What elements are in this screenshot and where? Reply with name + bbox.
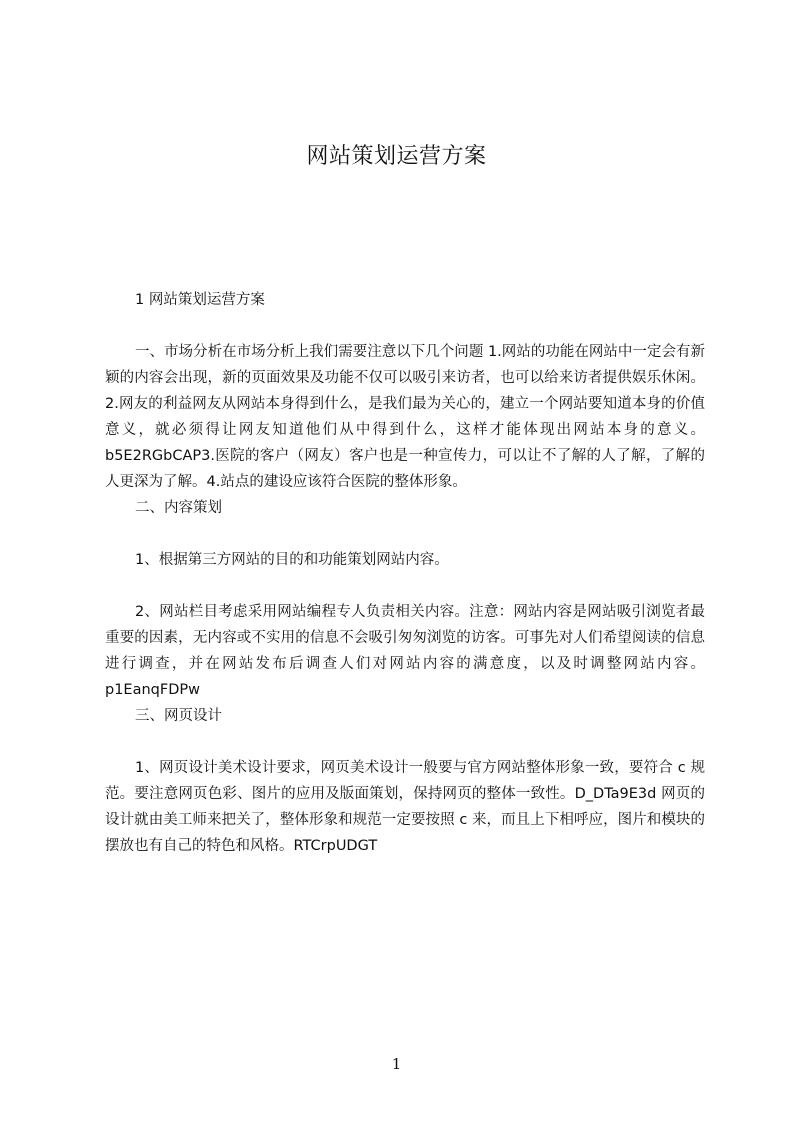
heading-content-planning: 二、内容策划: [135, 500, 222, 516]
document-title: 网站策划运营方案: [306, 144, 487, 169]
paragraph-design-item-1: 1、网页设计美术设计要求，网页美术设计一般要与官方网站整体形象一致，要符合 c 规范。要注意网页色彩、图片的应用及版面策划，保持网页的整体一致性。D_DTa9E3d 网页的设计就由美工师来把关了，整体形象和规范一定要按照 c 来，而且上下相呼应，图片和模块的摆放也有自己的特色和风格。RTCrpUDGT: [105, 760, 705, 854]
paragraph-content-item-2: 2、网站栏目考虑采用网站编程专人负责相关内容。注意：网站内容是网站吸引浏览者最重要的因素，无内容或不实用的信息不会吸引匆匆浏览的访客。可事先对人们希望阅读的信息进行调查，并在网站发布后调查人们对网站内容的满意度，以及时调整网站内容。p1EanqFDPw: [105, 604, 705, 698]
document-body: [105, 287, 705, 859]
page-number: 1: [391, 1055, 402, 1073]
paragraph-content-item-1: 1、根据第三方网站的目的和功能策划网站内容。: [135, 552, 449, 568]
paragraph-market-analysis: 一、市场分析在市场分析上我们需要注意以下几个问题 1.网站的功能在网站中一定会有新颖的内容会出现，新的页面效果及功能不仅可以吸引来访者，也可以给来访者提供娱乐休闲。2.网友的利益网友从网站本身得到什么，是我们最为关心的，建立一个网站要知道本身的价值意义，就必须得让网友知道他们从中得到什么，这样才能体现出网站本身的意义。b5E2RGbCAP3.医院的客户（网友）客户也是一种宣传力，可以让不了解的人了解，了解的人更深为了解。4.站点的建设应该符合医院的整体形象。: [105, 344, 705, 490]
section-subtitle: 1 网站策划运营方案: [135, 292, 265, 308]
heading-web-design: 三、网页设计: [135, 708, 222, 724]
